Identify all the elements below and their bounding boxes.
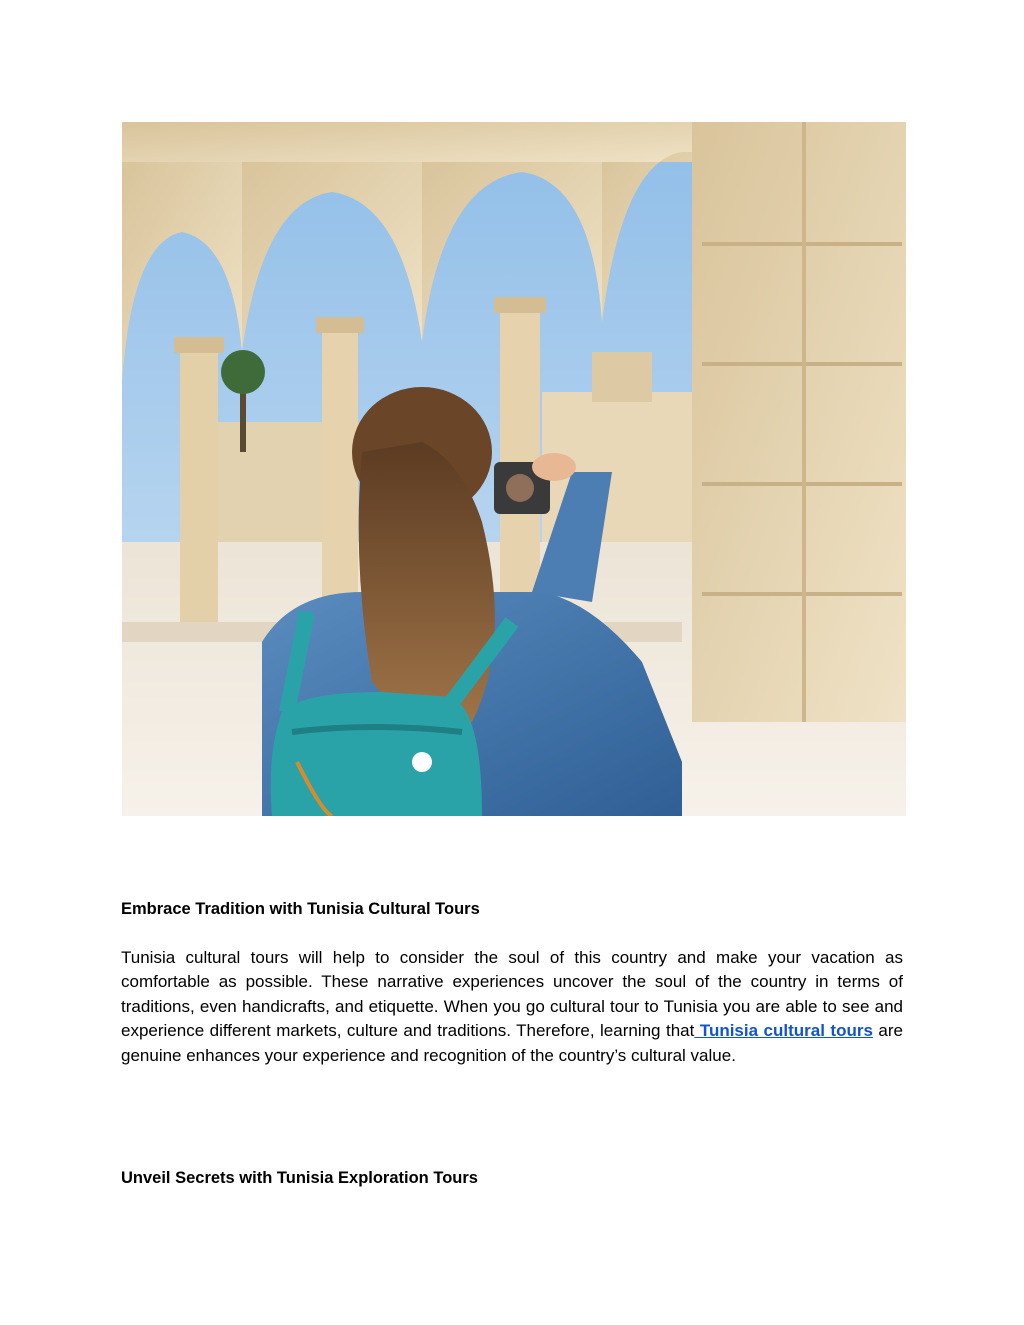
paragraph-text-after-link: are genuine enhances your experience and recognition of the country’s cultural value. [121, 1021, 903, 1065]
photo-woman-photographing-stone-arches [122, 122, 906, 816]
section-heading-cultural-tours: Embrace Tradition with Tunisia Cultural Tours [121, 900, 480, 918]
hero-photo [122, 122, 906, 816]
paragraph-text-before-link: Tunisia cultural tours will help to consider the soul of this country and make your vacation as comfortable as possible. These narrative experiences uncover the soul of the country in terms of traditions, even handicrafts, and etiquette. When you go cultural tour to Tunisia you are able to see and experience different markets, culture and traditions. Therefore, learning that [121, 948, 903, 1041]
tunisia-cultural-tours-link[interactable]: Tunisia cultural tours [694, 1021, 873, 1041]
cultural-tours-paragraph [121, 946, 903, 1068]
section-heading-exploration-tours: Unveil Secrets with Tunisia Exploration Tours [121, 1169, 478, 1187]
